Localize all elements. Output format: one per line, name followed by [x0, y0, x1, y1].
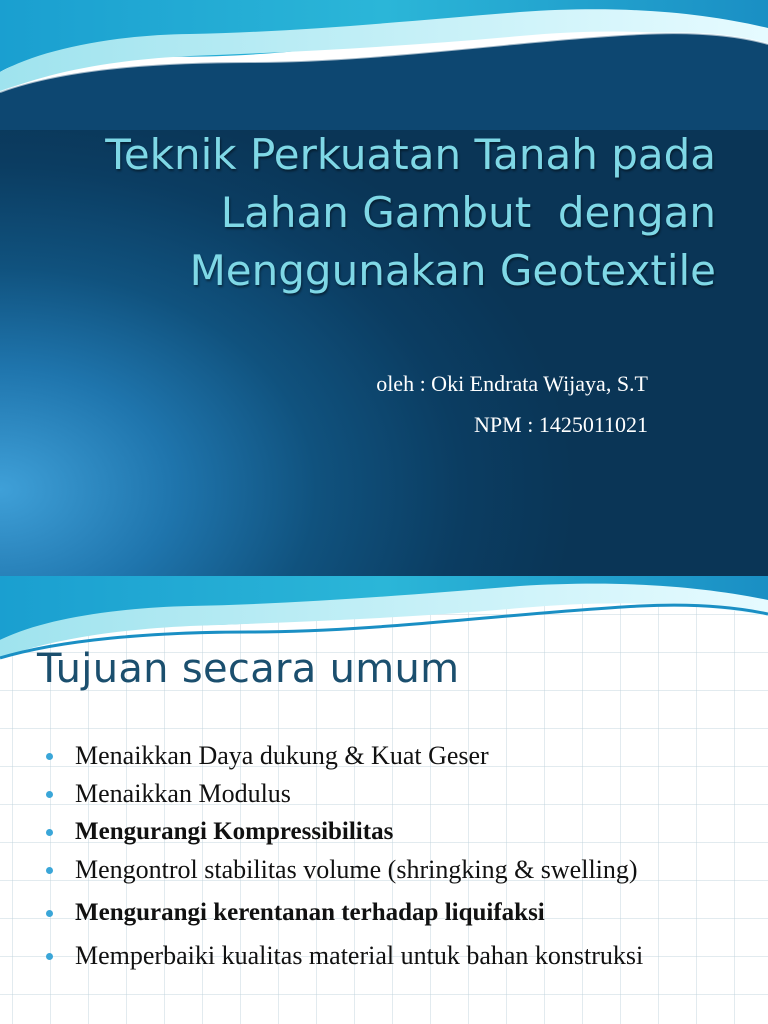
list-item-text: Memperbaiki kualitas material untuk bahan konstruksi: [75, 941, 644, 970]
list-item: [44, 897, 684, 929]
bullet-dot-icon: [46, 953, 53, 960]
npm-line: NPM : 1425011021: [474, 412, 648, 437]
title-line-1: Teknik Perkuatan Tanah pada: [105, 130, 716, 179]
list-item: [44, 778, 684, 810]
list-item-text: Mengontrol stabilitas volume (shringking & swelling): [75, 855, 638, 884]
slide-heading: Tujuan secara umum: [37, 646, 460, 692]
title-line-3: Menggunakan Geotextile: [189, 246, 716, 295]
content-slide: [0, 576, 768, 1024]
list-item: [44, 816, 684, 848]
list-item-text: Menaikkan Modulus: [75, 779, 291, 808]
presentation-title: [16, 126, 716, 300]
objectives-list: [44, 740, 684, 978]
list-item-text: Mengurangi Kompressibilitas: [75, 818, 394, 845]
bullet-dot-icon: [46, 910, 53, 917]
list-item: [44, 740, 684, 772]
title-line-2: Lahan Gambut dengan: [220, 188, 716, 237]
list-item: [44, 940, 684, 972]
bullet-dot-icon: [46, 867, 53, 874]
bullet-dot-icon: [46, 791, 53, 798]
list-item: [44, 854, 684, 886]
wave-decoration-top: [0, 0, 768, 130]
bullet-dot-icon: [46, 829, 53, 836]
bullet-dot-icon: [46, 753, 53, 760]
author-line: oleh : Oki Endrata Wijaya, S.T: [376, 371, 648, 396]
list-item-text: Menaikkan Daya dukung & Kuat Geser: [75, 741, 489, 770]
list-item-text: Mengurangi kerentanan terhadap liquifaksi: [75, 899, 545, 926]
